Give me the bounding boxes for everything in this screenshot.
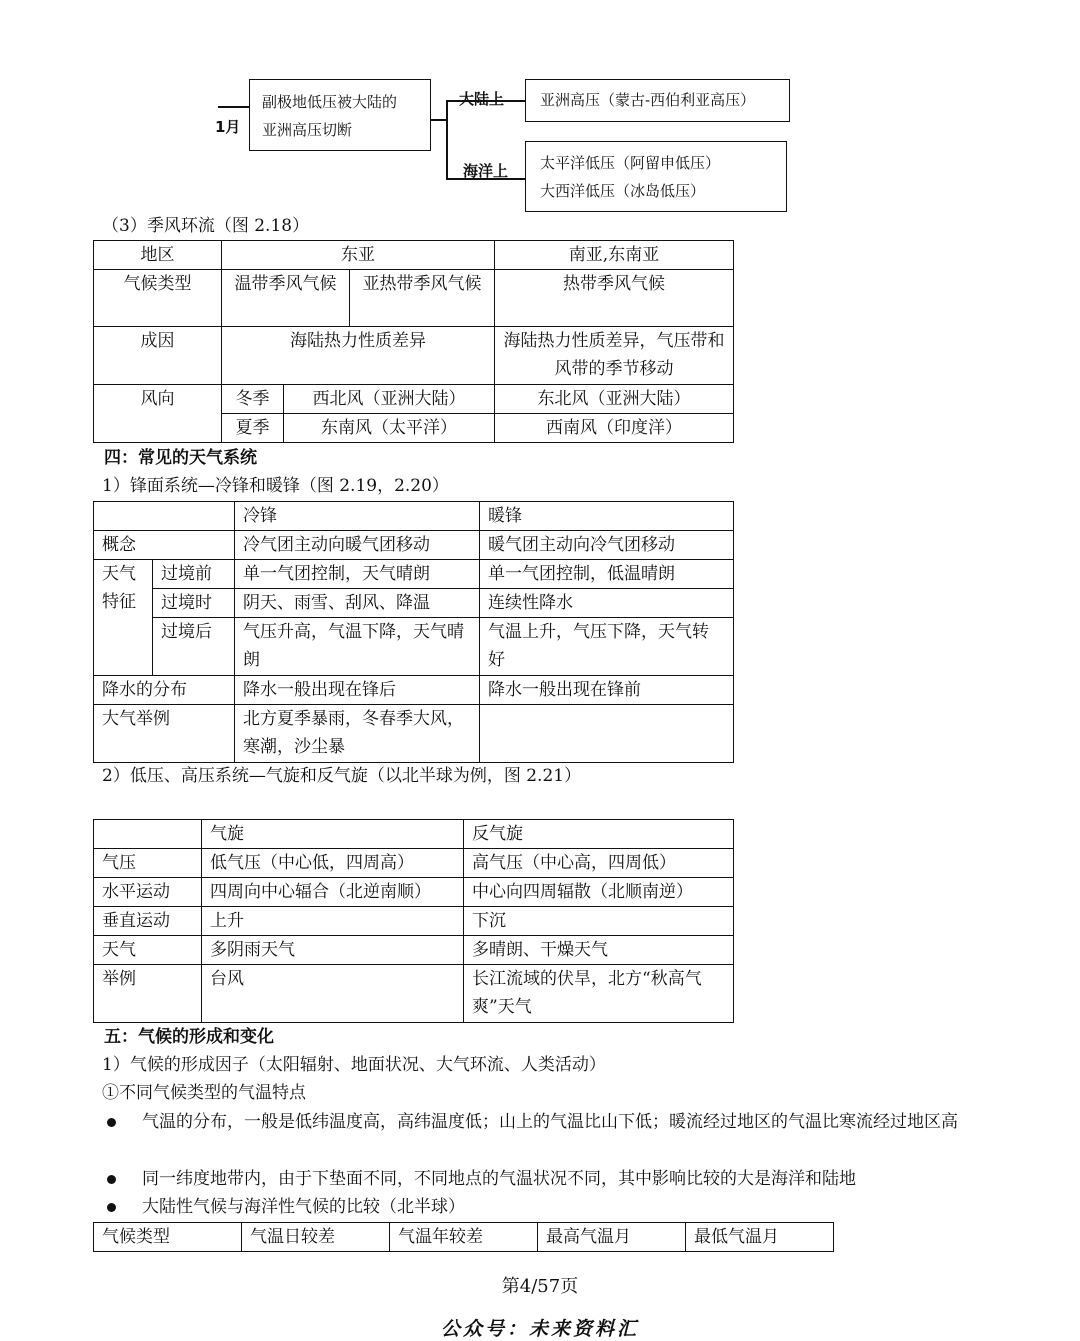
before-label: 过境前: [153, 560, 235, 589]
cyclone-header-blank: [94, 820, 202, 849]
page-number: 第4/57页: [501, 1276, 579, 1297]
connector-v: [446, 100, 448, 180]
header-region: 地区: [94, 241, 222, 270]
front-caption: 1）锋面系统—冷锋和暖锋（图 2.19，2.20）: [102, 476, 449, 496]
table-row: [94, 849, 734, 878]
table-row: [94, 502, 734, 531]
table-row: [94, 385, 734, 414]
pressure-label: 气压: [94, 849, 202, 878]
horizontal-cyclone: 四周向中心辐合（北逆南顺）: [202, 878, 464, 907]
cause-label: 成因: [94, 327, 222, 385]
cause-east-cell: 海陆热力性质差异: [222, 327, 495, 385]
temp-features-line: ①不同气候类型的气温特点: [102, 1083, 306, 1103]
table-row: [94, 618, 734, 676]
ocean-box: [525, 141, 787, 212]
compare-header-climate: 气候类型: [94, 1223, 242, 1252]
table-row: [94, 531, 734, 560]
wind-label: 风向: [94, 385, 222, 443]
weather-feature-line-2: 特征: [102, 592, 136, 612]
header-anticyclone: 反气旋: [464, 820, 734, 849]
weather-anticyclone: 多晴朗、干燥天气: [464, 936, 734, 965]
before-warm: 单一气团控制，低温晴朗: [480, 560, 734, 589]
brand-watermark: 公众号：未来资料汇: [440, 1318, 639, 1340]
anticyclone-example: 长江流域的伏旱，北方“秋高气爽”天气: [464, 965, 734, 1023]
land-box: [525, 79, 790, 122]
ocean-line-1: 太平洋低压（阿留申低压）: [540, 154, 721, 172]
bullet-icon: [107, 1118, 116, 1127]
horizontal-anticyclone: 中心向四周辐散（北顺南逆）: [464, 878, 734, 907]
pressure-anticyclone: 高气压（中心高，四周低）: [464, 849, 734, 878]
winter-east-cell: 西北风（亚洲大陆）: [284, 385, 495, 414]
temperate-monsoon-cell: 温带季风气候: [222, 270, 350, 327]
after-cold: 气压升高，气温下降，天气晴朗: [235, 618, 480, 676]
table-row: [94, 705, 734, 763]
cyclone-example: 台风: [202, 965, 464, 1023]
climate-type-label: 气候类型: [94, 270, 222, 327]
tropical-monsoon-cell: 热带季风气候: [495, 270, 734, 327]
winter-label: 冬季: [222, 385, 284, 414]
after-warm: 气温上升，气压下降，天气转好: [480, 618, 734, 676]
table-row: [94, 878, 734, 907]
compare-header-daily-range: 气温日较差: [242, 1223, 390, 1252]
ocean-line-2: 大西洋低压（冰岛低压）: [540, 182, 706, 200]
precip-warm: 降水一般出现在锋前: [480, 676, 734, 705]
bullet-icon: [107, 1175, 116, 1184]
summer-label: 夏季: [222, 414, 284, 443]
concept-warm: 暖气团主动向冷气团移动: [480, 531, 734, 560]
compare-header-max-month: 最高气温月: [538, 1223, 686, 1252]
center-box: [249, 79, 431, 151]
header-cold-front: 冷锋: [235, 502, 480, 531]
during-label: 过境时: [153, 589, 235, 618]
header-warm-front: 暖锋: [480, 502, 734, 531]
table-row: [94, 676, 734, 705]
weather-cyclone: 多阴雨天气: [202, 936, 464, 965]
front-header-blank: [94, 502, 235, 531]
during-cold: 阴天、雨雪、刮风、降温: [235, 589, 480, 618]
table-row: [94, 820, 734, 849]
after-label: 过境后: [153, 618, 235, 676]
cyclone-caption: 2）低压、高压系统—气旋和反气旋（以北半球为例，图 2.21）: [102, 766, 582, 786]
section-4-heading: 四：常见的天气系统: [104, 448, 257, 468]
summer-east-cell: 东南风（太平洋）: [284, 414, 495, 443]
bullet-1-text: 气温的分布，一般是低纬温度高，高纬温度低；山上的气温比山下低；暖流经过地区的气温比寒流经过地区高: [142, 1112, 958, 1132]
precip-cold: 降水一般出现在锋后: [235, 676, 480, 705]
cause-south-cell: 海陆热力性质差异，气压带和风带的季节移动: [495, 327, 734, 385]
header-east-asia: 东亚: [222, 241, 495, 270]
cyclone-table: [93, 819, 734, 1023]
climate-compare-table: [93, 1222, 834, 1252]
vertical-label: 垂直运动: [94, 907, 202, 936]
weather-feature-label: [94, 560, 153, 676]
winter-south-cell: 东北风（亚洲大陆）: [495, 385, 734, 414]
weather-feature-line-1: 天气: [102, 564, 136, 584]
monsoon-table: [93, 240, 734, 443]
vertical-anticyclone: 下沉: [464, 907, 734, 936]
summer-south-cell: 西南风（印度洋）: [495, 414, 734, 443]
table-row: [94, 1223, 834, 1252]
center-line-1: 副极地低压被大陆的: [262, 93, 398, 111]
example-warm: [480, 705, 734, 763]
center-line-2: 亚洲高压切断: [262, 121, 353, 139]
compare-header-min-month: 最低气温月: [686, 1223, 834, 1252]
precip-label: 降水的分布: [94, 676, 235, 705]
month-label: 1月: [215, 118, 241, 136]
table-row: [94, 965, 734, 1023]
bullet-icon: [107, 1203, 116, 1212]
table-row: [94, 241, 734, 270]
vertical-cyclone: 上升: [202, 907, 464, 936]
table-row: [94, 560, 734, 589]
front-table: [93, 501, 734, 763]
land-box-text: 亚洲高压（蒙古-西伯利亚高压）: [540, 91, 756, 109]
table-row: [94, 589, 734, 618]
concept-cold: 冷气团主动向暖气团移动: [235, 531, 480, 560]
table-row: [94, 327, 734, 385]
concept-label: 概念: [94, 531, 235, 560]
header-cyclone: 气旋: [202, 820, 464, 849]
example-label: 大气举例: [94, 705, 235, 763]
subtropical-monsoon-cell: 亚热带季风气候: [350, 270, 495, 327]
cyclone-example-label: 举例: [94, 965, 202, 1023]
header-south-asia: 南亚,东南亚: [495, 241, 734, 270]
example-cold: 北方夏季暴雨，冬春季大风，寒潮，沙尘暴: [235, 705, 480, 763]
horizontal-label: 水平运动: [94, 878, 202, 907]
ocean-label: 海洋上: [463, 162, 509, 180]
connector-h: [431, 119, 447, 121]
pressure-cyclone: 低气压（中心低，四周高）: [202, 849, 464, 878]
diagram-lead-line: [218, 106, 250, 108]
before-cold: 单一气团控制，天气晴朗: [235, 560, 480, 589]
bullet-3-text: 大陆性气候与海洋性气候的比较（北半球）: [142, 1197, 465, 1217]
weather-label: 天气: [94, 936, 202, 965]
bullet-2-text: 同一纬度地带内，由于下垫面不同，不同地点的气温状况不同，其中影响比较的大是海洋和陆地: [142, 1169, 856, 1189]
table-row: [94, 936, 734, 965]
section-5-heading: 五：气候的形成和变化: [104, 1027, 274, 1047]
land-label: 大陆上: [459, 90, 505, 108]
during-warm: 连续性降水: [480, 589, 734, 618]
table-row: [94, 270, 734, 327]
monsoon-caption: （3）季风环流（图 2.18）: [102, 216, 310, 236]
compare-header-annual-range: 气温年较差: [390, 1223, 538, 1252]
climate-factors-line: 1）气候的形成因子（太阳辐射、地面状况、大气环流、人类活动）: [102, 1055, 606, 1075]
table-row: [94, 907, 734, 936]
